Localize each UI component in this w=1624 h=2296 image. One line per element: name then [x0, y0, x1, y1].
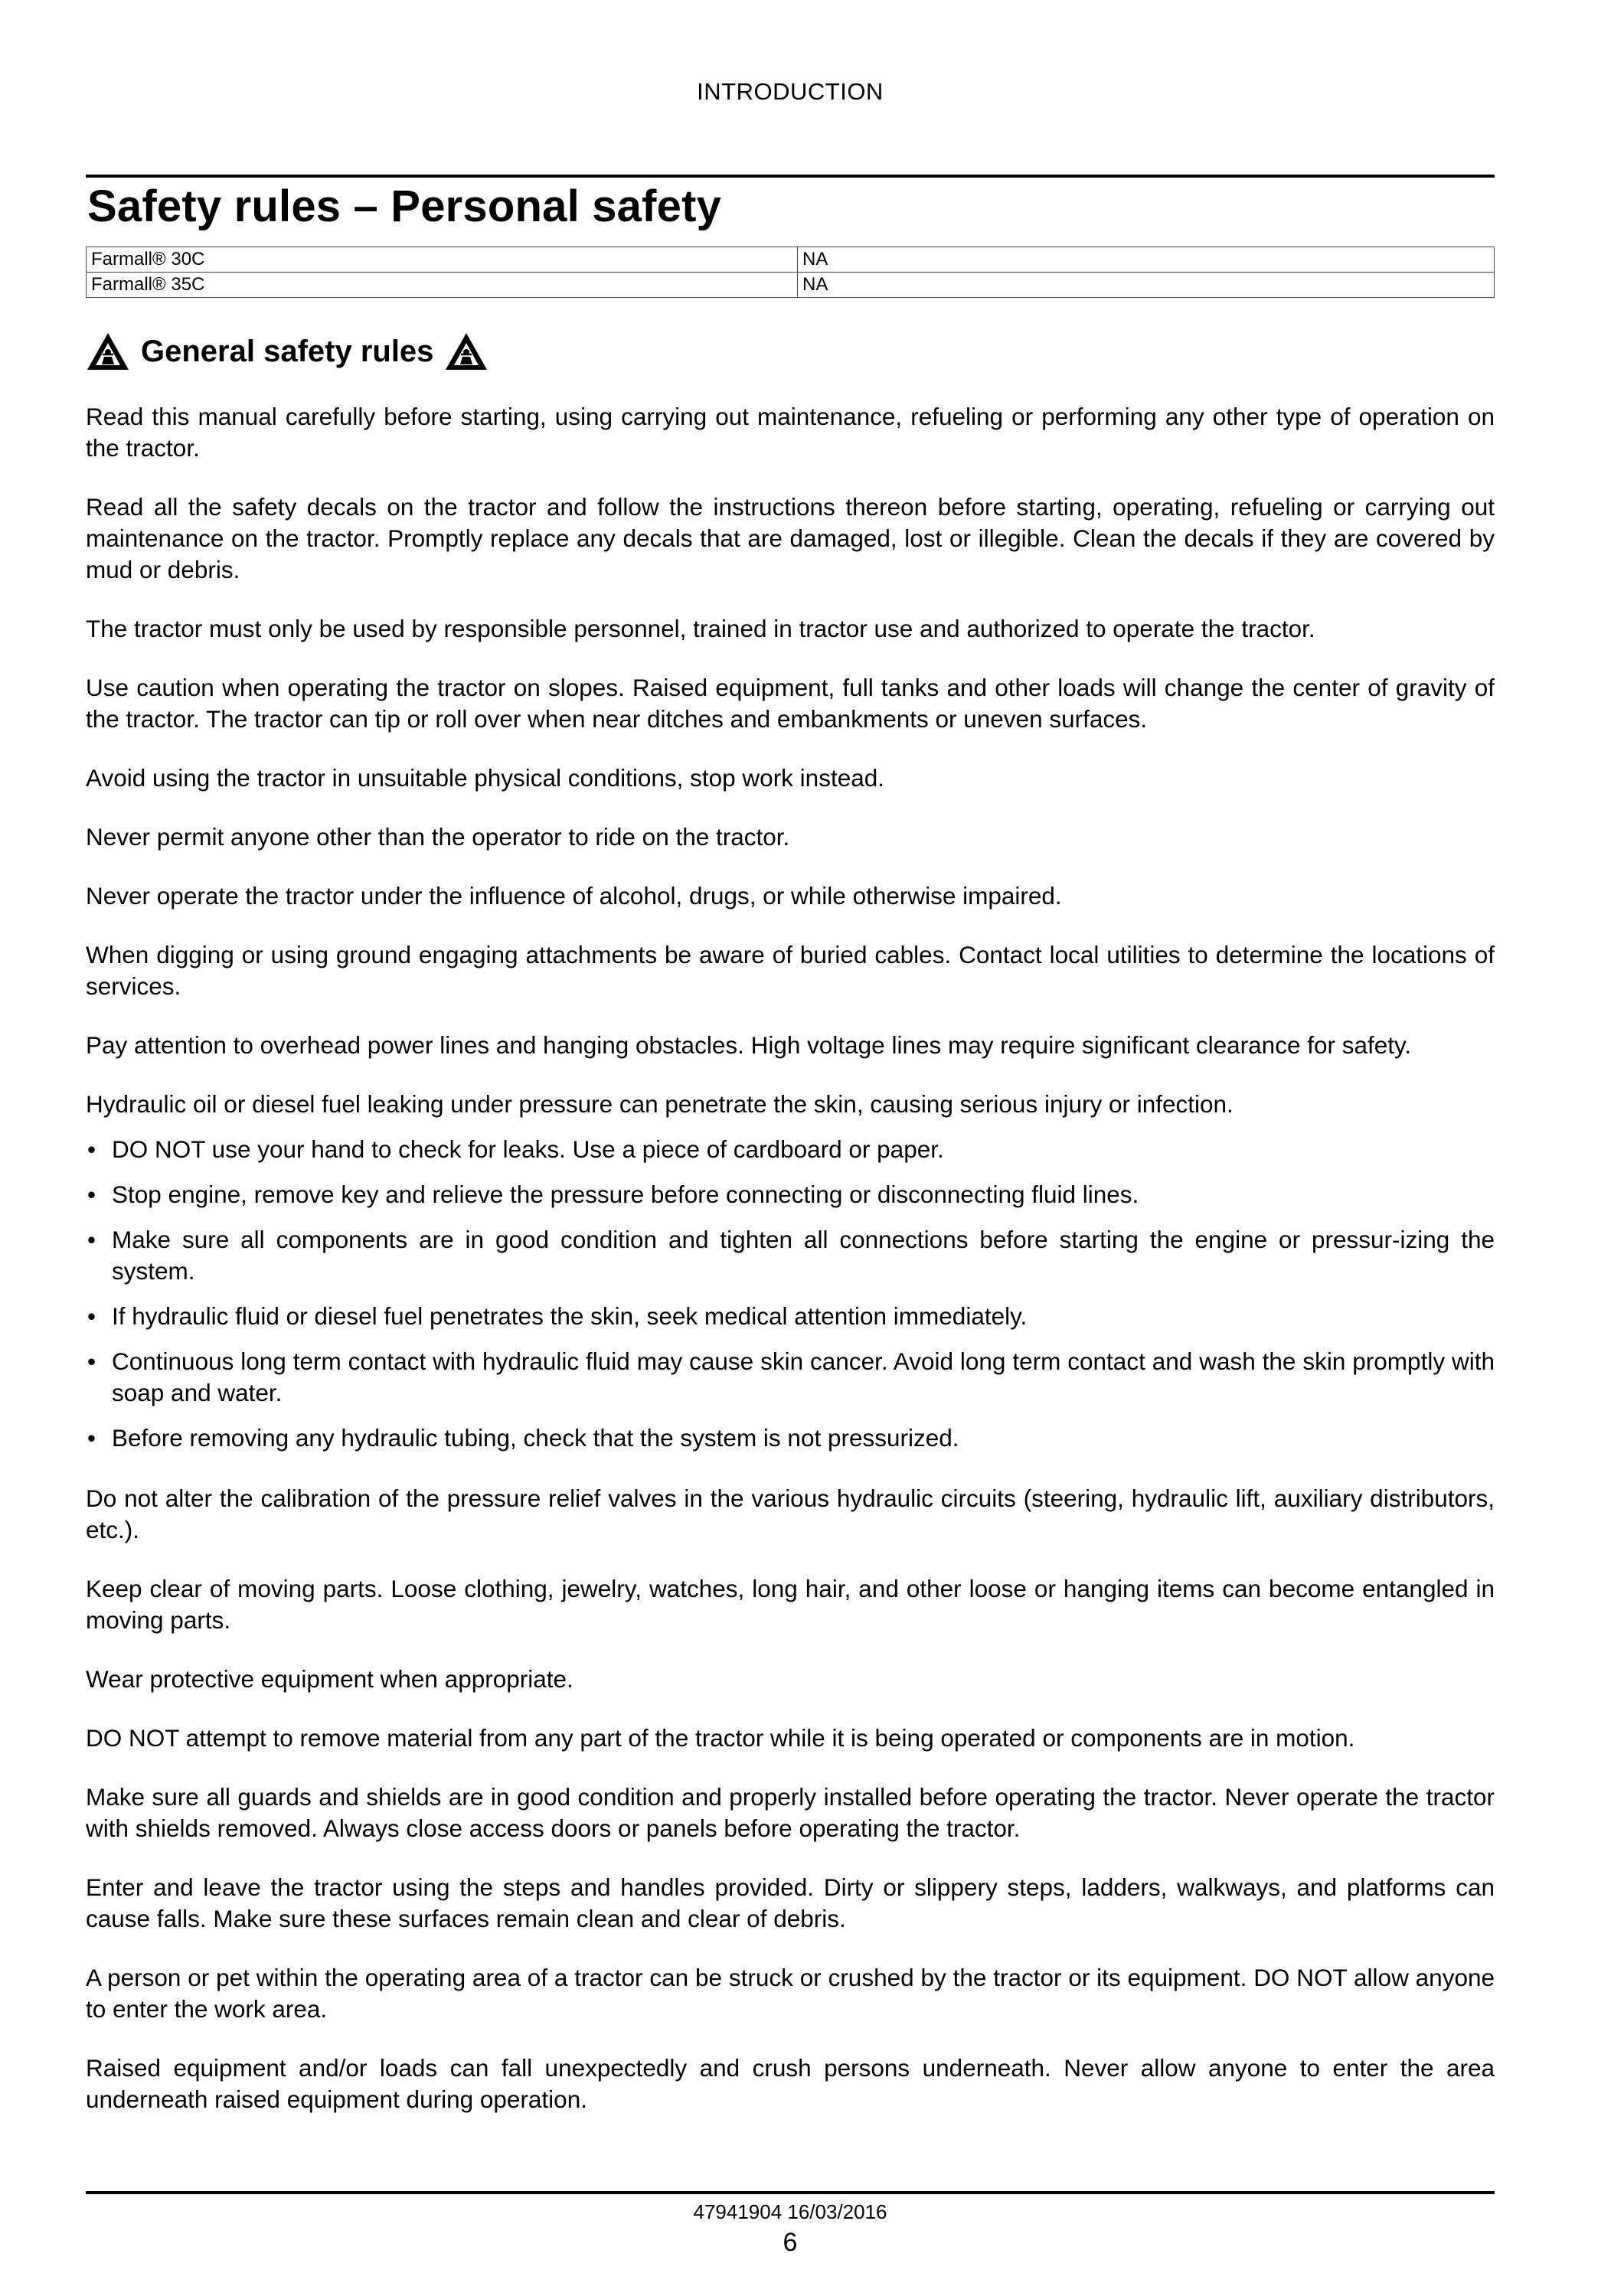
bullet-marker: • — [87, 1347, 96, 1375]
document-code: 47941904 16/03/2016 — [693, 2200, 887, 2223]
list-item-text: If hydraulic fluid or diesel fuel penetrates the skin, seek medical attention immediately. — [112, 1302, 1028, 1330]
table-row — [87, 273, 1495, 298]
section-heading-text: General safety rules — [141, 334, 434, 368]
model-cell: Farmall® 30C — [87, 247, 798, 273]
list-item — [86, 1301, 1495, 1332]
paragraph: Make sure all guards and shields are in good condition and properly installed before operating the tractor. Never operate the tractor with shields removed. Always close access doors or panels before operating the tractor. — [86, 1783, 1495, 1842]
paragraph: Never operate the tractor under the influence of alcohol, drugs, or while otherwise impaired. — [86, 882, 1062, 910]
paragraph: Do not alter the calibration of the pressure relief valves in the various hydraulic circuits (steering, hydraulic lift, auxiliary distributors, etc.). — [86, 1484, 1495, 1543]
paragraph: Keep clear of moving parts. Loose clothing, jewelry, watches, long hair, and other loose or hanging items can become entangled in moving parts. — [86, 1575, 1495, 1634]
paragraph: Never permit anyone other than the operator to ride on the tractor. — [86, 823, 790, 851]
page-title: Safety rules – Personal safety — [87, 181, 722, 231]
list-item-text: Before removing any hydraulic tubing, check that the system is not pressurized. — [112, 1424, 959, 1452]
paragraph: Pay attention to overhead power lines and hanging obstacles. High voltage lines may require significant clearance for safety. — [86, 1031, 1412, 1059]
list-item — [86, 1224, 1495, 1287]
footer-rule — [86, 2191, 1495, 2194]
list-item — [86, 1134, 1495, 1165]
warning-triangle-icon — [86, 331, 130, 371]
bullet-marker: • — [87, 1302, 96, 1330]
paragraph: The tractor must only be used by responsible personnel, trained in tractor use and authorized to operate the tractor. — [86, 615, 1315, 642]
paragraph: A person or pet within the operating area of a tractor can be struck or crushed by the tractor or its equipment. DO NOT allow anyone to enter the work area. — [86, 1964, 1495, 2023]
paragraph: Raised equipment and/or loads can fall unexpectedly and crush persons underneath. Never allow anyone to enter the area underneath raised equipment during operation. — [86, 2054, 1495, 2113]
paragraph: Read all the safety decals on the tractor and follow the instructions thereon before starting, operating, refueling or carrying out maintenance on the tractor. Promptly replace any decals that are damaged, lost or illegible. Clean the decals if they are covered by mud or debris. — [86, 493, 1495, 583]
section-heading — [86, 331, 489, 371]
list-item — [86, 1422, 1495, 1454]
bullet-marker: • — [87, 1424, 96, 1452]
paragraph: Enter and leave the tractor using the steps and handles provided. Dirty or slippery steps, ladders, walkways, and platforms can cause falls. Make sure these surfaces remain clean and clear of debris. — [86, 1873, 1495, 1932]
paragraph: Avoid using the tractor in unsuitable physical conditions, stop work instead. — [86, 764, 885, 792]
bullet-marker: • — [87, 1226, 96, 1253]
paragraph: Read this manual carefully before starting, using carrying out maintenance, refueling or performing any other type of operation on the tractor. — [86, 403, 1495, 462]
list-item — [86, 1346, 1495, 1409]
body-text — [86, 401, 1495, 2143]
bullet-marker: • — [87, 1135, 96, 1163]
warning-triangle-icon — [444, 331, 489, 371]
list-item-text: DO NOT use your hand to check for leaks. Use a piece of cardboard or paper. — [112, 1135, 944, 1163]
header-rule — [86, 175, 1495, 178]
models-table — [86, 247, 1495, 298]
paragraph: Wear protective equipment when appropriate. — [86, 1665, 573, 1693]
page-number: 6 — [783, 2228, 798, 2257]
list-item-text: Make sure all components are in good condition and tighten all connections before starting the engine or pressur-izing the system. — [112, 1226, 1495, 1285]
list-item — [86, 1179, 1495, 1210]
running-head: INTRODUCTION — [697, 78, 884, 105]
document-page — [86, 0, 1495, 2296]
paragraph: DO NOT attempt to remove material from any part of the tractor while it is being operated or components are in motion. — [86, 1724, 1355, 1752]
paragraph: When digging or using ground engaging attachments be aware of buried cables. Contact local utilities to determine the locations of services. — [86, 941, 1495, 1000]
value-cell: NA — [798, 247, 1495, 273]
bullet-list — [86, 1134, 1495, 1454]
hydraulic-intro: Hydraulic oil or diesel fuel leaking under pressure can penetrate the skin, causing serious injury or infection. — [86, 1090, 1234, 1118]
list-item-text: Continuous long term contact with hydraulic fluid may cause skin cancer. Avoid long term contact and wash the skin promptly with soap and water. — [112, 1347, 1495, 1406]
paragraph: Use caution when operating the tractor on slopes. Raised equipment, full tanks and other loads will change the center of gravity of the tractor. The tractor can tip or roll over when near ditches and embankments or uneven surfaces. — [86, 674, 1495, 733]
list-item-text: Stop engine, remove key and relieve the pressure before connecting or disconnecting fluid lines. — [112, 1181, 1139, 1208]
value-cell: NA — [798, 273, 1495, 298]
model-cell: Farmall® 35C — [87, 273, 798, 298]
table-row — [87, 247, 1495, 273]
bullet-marker: • — [87, 1181, 96, 1208]
